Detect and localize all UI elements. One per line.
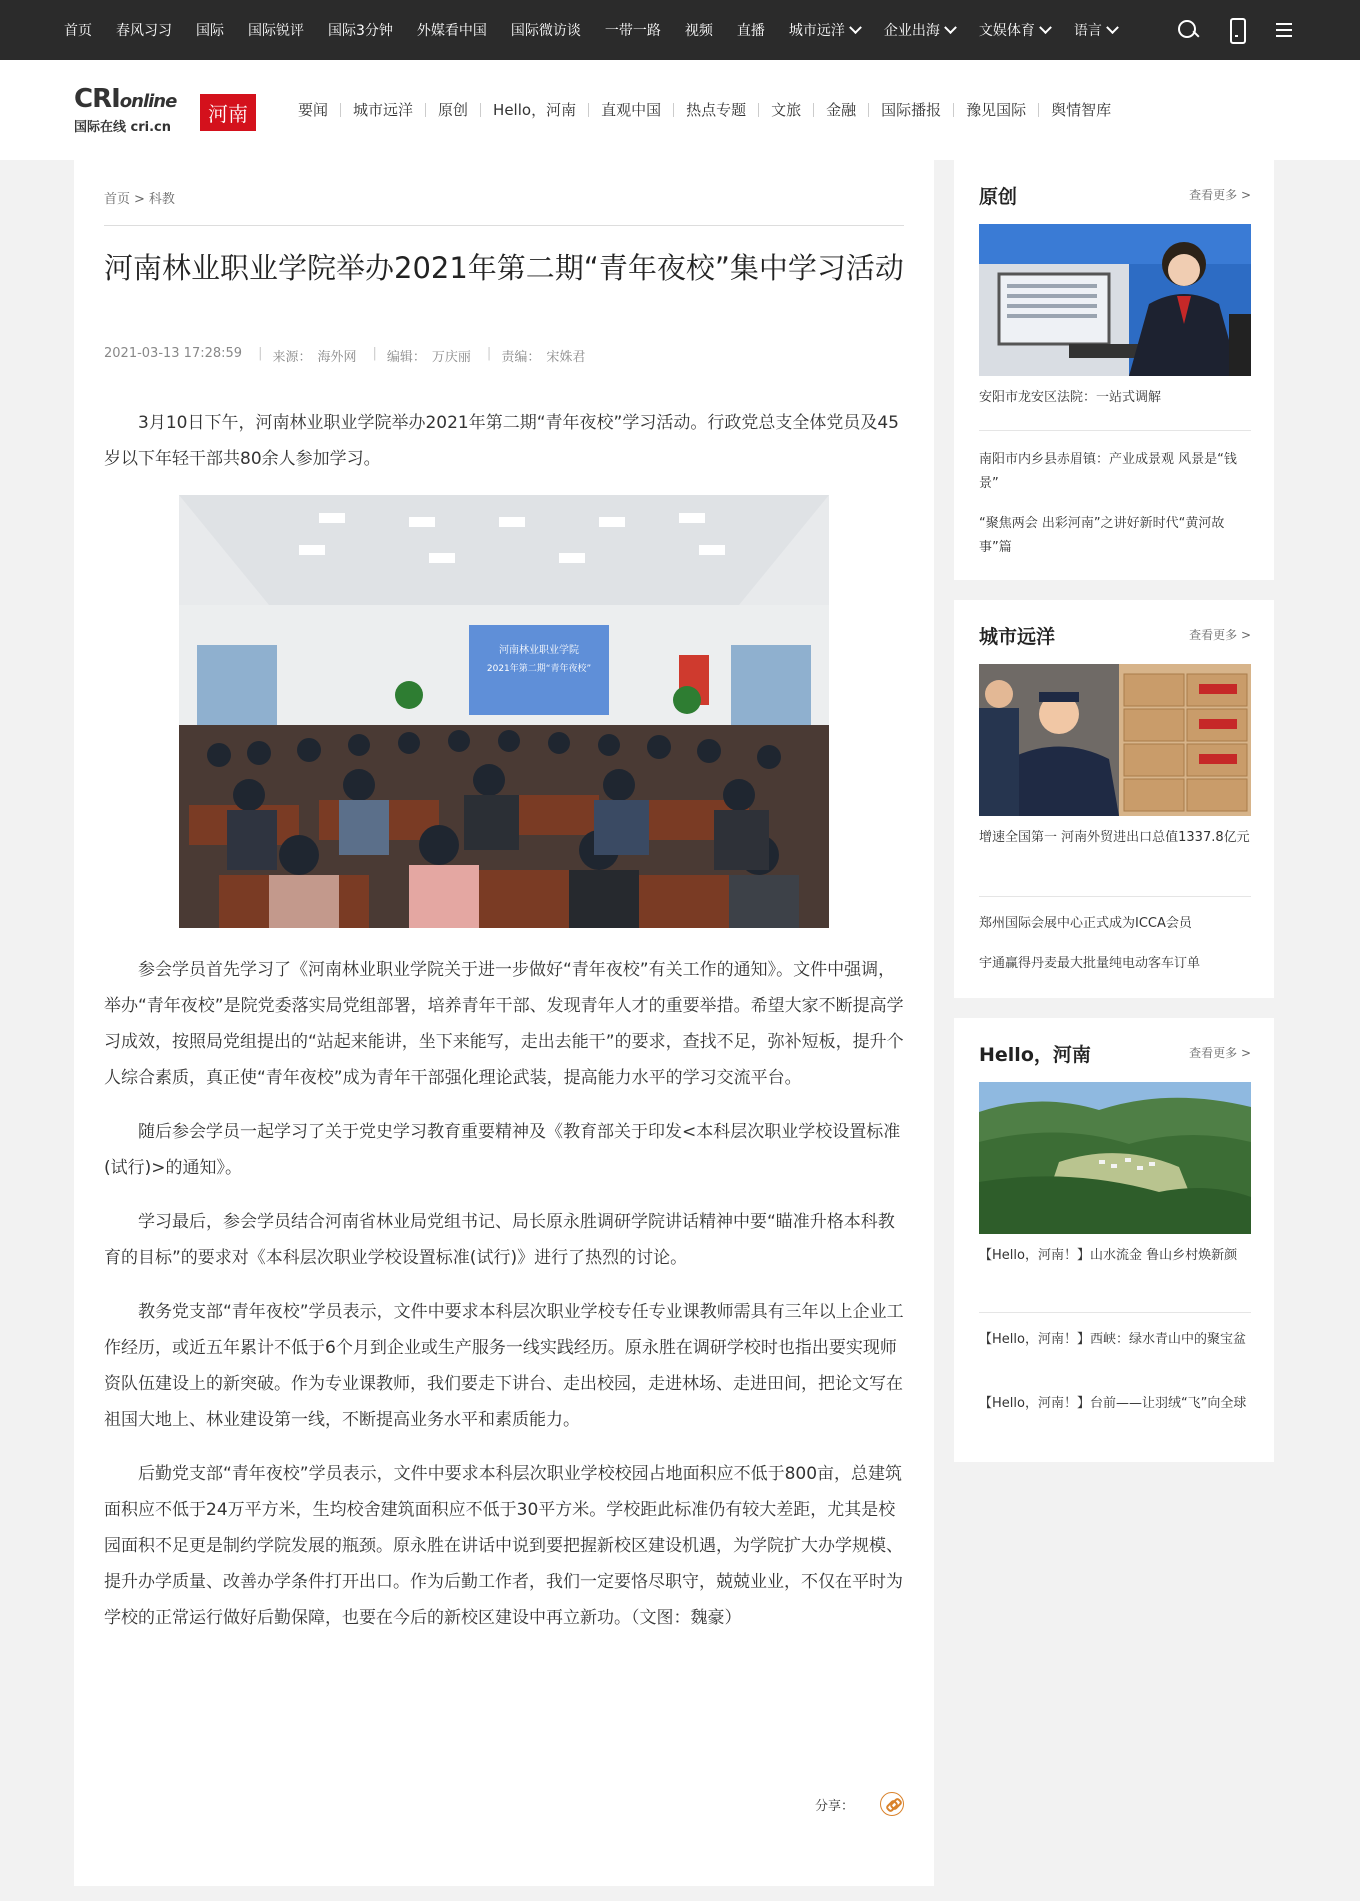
channel-nav-item[interactable]: 直观中国 xyxy=(588,103,673,117)
top-nav-item[interactable]: 直播 xyxy=(736,23,765,39)
article-paragraph: 参会学员首先学习了《河南林业职业学院关于进一步做好“青年夜校”有关工作的通知》。文件中强调，举办“青年夜校”是院党委落实局党组部署，培养青年干部、发现青年人才的重要举措。希望大家不断提高学习成效，按照局党组提出的“站起来能讲，坐下来能写，走出去能干”的要求，查找不足，弥补短板，提升个人综合素质，真正使“青年夜校”成为青年干部强化理论武装，提高能力水平的学习交流平台。 xyxy=(104,960,904,1088)
channel-nav-item[interactable]: 金融 xyxy=(813,103,868,117)
card-list-item[interactable]: 【Hello，河南！】西峡：绿水青山中的聚宝盆 xyxy=(979,1332,1246,1347)
customs-inspection-photo xyxy=(979,664,1251,816)
dropdown-label: 城市远洋 xyxy=(788,23,845,39)
card-list-item[interactable]: 【Hello，河南！】台前——让羽绒“飞”向全球 xyxy=(979,1396,1247,1411)
view-more-link[interactable]: 查看更多 > xyxy=(1189,188,1251,202)
sidebar-card-original xyxy=(954,160,1274,580)
card-thumbnail[interactable] xyxy=(979,224,1251,376)
editor-value: 万庆丽 xyxy=(431,350,471,365)
logo-subtitle: 国际在线 cri.cn xyxy=(74,120,171,135)
article-photo xyxy=(179,495,829,928)
breadcrumb-separator: > xyxy=(134,192,145,207)
dropdown-label: 语言 xyxy=(1073,23,1102,39)
article-title: 河南林业职业学院举办2021年第二期“青年夜校”集中学习活动 xyxy=(104,251,904,285)
meta-separator: | xyxy=(258,346,263,361)
link-icon[interactable] xyxy=(880,1792,904,1816)
top-nav-item[interactable]: 首页 xyxy=(64,23,92,39)
top-nav-item[interactable]: 国际锐评 xyxy=(248,23,304,39)
source-value: 海外网 xyxy=(317,350,357,365)
site-logo[interactable] xyxy=(74,82,264,138)
mountain-village-photo xyxy=(979,1082,1251,1234)
divider xyxy=(104,225,904,226)
site-header xyxy=(0,60,1360,160)
sidebar-card-hello-henan xyxy=(954,1018,1274,1462)
card-caption[interactable]: 增速全国第一 河南外贸进出口总值1337.8亿元 xyxy=(979,830,1250,845)
share-bar xyxy=(815,1792,904,1816)
channel-nav-item[interactable]: 要闻 xyxy=(298,101,329,119)
menu-icon[interactable] xyxy=(1272,18,1296,42)
channel-nav xyxy=(280,60,1123,160)
dropdown-label: 文娱体育 xyxy=(978,23,1035,39)
card-divider xyxy=(979,1312,1251,1313)
top-nav-dropdown[interactable] xyxy=(789,20,860,40)
chief-editor-label: 责编： xyxy=(501,350,541,365)
region-badge: 河南 xyxy=(200,94,256,131)
article-paragraph: 随后参会学员一起学习了关于党史学习教育重要精神及《教育部关于印发<本科层次职业学校设置标准(试行)>的通知》。 xyxy=(104,1122,901,1178)
article-paragraph: 教务党支部“青年夜校”学员表示，文件中要求本科层次职业学校专任专业课教师需具有三年以上企业工作经历，或近五年累计不低于6个月到企业或生产服务一线实践经历。原永胜在调研学校时也指出要实现师资队伍建设上的新突破。作为专业课教师，我们要走下讲台、走出校园，走进林场、走进田间，把论文写在祖国大地上、林业建设第一线，不断提高业务水平和素质能力。 xyxy=(104,1302,904,1430)
screen-line-1: 河南林业职业学院 xyxy=(499,645,579,656)
dropdown-label: 企业出海 xyxy=(883,23,940,39)
top-nav-dropdown[interactable] xyxy=(884,20,955,40)
card-list-item[interactable]: 郑州国际会展中心正式成为ICCA会员 xyxy=(979,916,1192,931)
search-icon[interactable] xyxy=(1176,18,1200,42)
top-nav-dropdown[interactable] xyxy=(979,20,1050,40)
card-divider xyxy=(979,430,1251,431)
chief-editor-value: 宋姝君 xyxy=(546,350,586,365)
court-mediation-photo xyxy=(979,224,1251,376)
card-title: 城市远洋 xyxy=(979,626,1056,648)
card-divider xyxy=(979,896,1251,897)
top-nav-item[interactable]: 一带一路 xyxy=(604,23,661,39)
top-nav-item[interactable]: 视频 xyxy=(684,23,713,39)
channel-nav-item[interactable]: 城市远洋 xyxy=(340,103,425,117)
logo-online: online xyxy=(119,91,177,112)
breadcrumb-section[interactable]: 科教 xyxy=(148,192,175,207)
card-thumbnail[interactable] xyxy=(979,664,1251,816)
channel-nav-item[interactable]: 豫见国际 xyxy=(953,103,1038,117)
card-title: Hello，河南 xyxy=(979,1044,1091,1066)
top-nav-dropdown[interactable] xyxy=(1074,20,1117,40)
article-meta xyxy=(104,346,591,365)
share-label: 分享： xyxy=(814,1798,854,1814)
channel-nav-item[interactable]: 舆情智库 xyxy=(1038,103,1123,117)
screen-line-2: 2021年第二期“青年夜校” xyxy=(486,664,592,674)
editor-label: 编辑： xyxy=(386,350,426,365)
chevron-down-icon xyxy=(1039,21,1052,34)
top-nav-item[interactable]: 国际3分钟 xyxy=(328,23,393,39)
card-caption[interactable]: 【Hello，河南！】山水流金 鲁山乡村焕新颜 xyxy=(979,1248,1238,1263)
top-nav-item[interactable]: 国际微访谈 xyxy=(510,23,581,39)
card-header xyxy=(979,622,1251,646)
logo-cri: CRI xyxy=(74,84,120,114)
top-icons xyxy=(1152,0,1296,60)
top-nav-item[interactable]: 外媒看中国 xyxy=(416,23,487,39)
article-card xyxy=(74,160,934,1886)
channel-nav-item[interactable]: 原创 xyxy=(425,103,480,117)
top-nav-item[interactable]: 春风习习 xyxy=(116,23,172,39)
channel-nav-item[interactable]: 文旅 xyxy=(758,103,813,117)
chevron-down-icon xyxy=(849,21,862,34)
article-body xyxy=(104,405,904,1654)
meta-separator: | xyxy=(372,346,377,361)
top-bar xyxy=(0,0,1360,60)
meta-separator: | xyxy=(486,346,492,361)
view-more-link[interactable]: 查看更多 > xyxy=(1189,1046,1251,1060)
top-nav-item[interactable]: 国际 xyxy=(196,23,224,39)
chevron-down-icon xyxy=(1106,21,1119,34)
channel-nav-item[interactable]: 国际播报 xyxy=(868,103,953,117)
publish-date: 2021-03-13 17:28:59 xyxy=(104,346,243,361)
breadcrumb xyxy=(104,188,175,207)
card-list-item[interactable]: 宇通赢得丹麦最大批量纯电动客车订单 xyxy=(979,956,1201,971)
view-more-link[interactable]: 查看更多 > xyxy=(1189,628,1251,642)
top-nav xyxy=(64,0,1141,60)
card-thumbnail[interactable] xyxy=(979,1082,1251,1234)
article-paragraph: 学习最后，参会学员结合河南省林业局党组书记、局长原永胜调研学院讲话精神中要“瞄准升格本科教育的目标”的要求对《本科层次职业学校设置标准(试行)》进行了热烈的讨论。 xyxy=(104,1212,895,1268)
phone-icon[interactable] xyxy=(1224,18,1248,42)
card-header xyxy=(979,1040,1251,1064)
chevron-down-icon xyxy=(944,21,957,34)
card-title: 原创 xyxy=(979,186,1018,208)
card-caption[interactable]: 安阳市龙安区法院：一站式调解 xyxy=(979,390,1162,405)
article-paragraph: 3月10日下午，河南林业职业学院举办2021年第二期“青年夜校”学习活动。行政党总支全体党员及45岁以下年轻干部共80余人参加学习。 xyxy=(104,413,899,469)
logo-wordmark xyxy=(74,84,176,114)
channel-nav-item[interactable]: Hello，河南 xyxy=(480,103,588,117)
article-paragraph: 后勤党支部“青年夜校”学员表示，文件中要求本科层次职业学校校园占地面积应不低于800亩，总建筑面积应不低于24万平方米，生均校舍建筑面积应不低于30平方米。学校距此标准仍有较大差距，尤其是校园面积不足更是制约学院发展的瓶颈。原永胜在讲话中说到要把握新校区建设机遇，为学院扩大办学规模、提升办学质量、改善办学条件打开出口。作为后勤工作者，我们一定要恪尽职守，兢兢业业，不仅在平时为学校的正常运行做好后勤保障，也要在今后的新校区建设中再立新功。（文图：魏豪） xyxy=(104,1464,903,1628)
card-header xyxy=(979,182,1251,206)
card-list-item[interactable]: “聚焦两会 出彩河南”之讲好新时代“黄河故事”篇 xyxy=(979,516,1225,555)
channel-nav-item[interactable]: 热点专题 xyxy=(673,103,758,117)
source-label: 来源： xyxy=(272,350,312,365)
sidebar-card-city xyxy=(954,600,1274,998)
breadcrumb-home[interactable]: 首页 xyxy=(104,192,131,207)
meeting-room-photo xyxy=(179,495,829,928)
card-list-item[interactable]: 南阳市内乡县赤眉镇：产业成景观 风景是“钱景” xyxy=(979,452,1237,491)
